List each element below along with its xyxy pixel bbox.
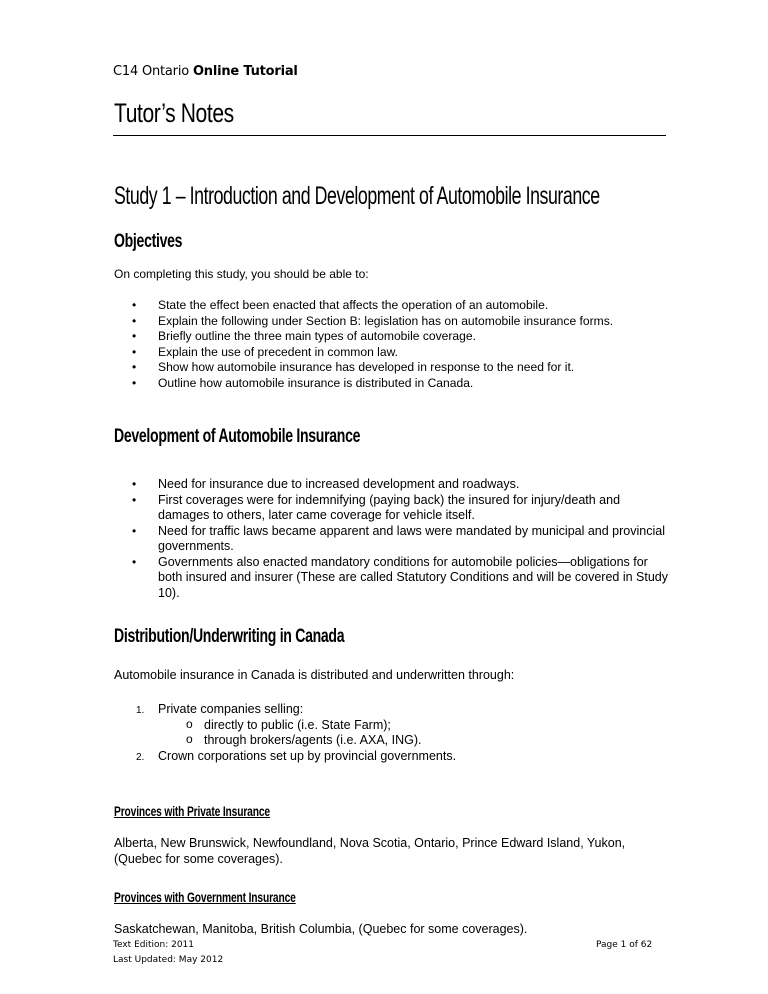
- list-item: • Governments also enacted mandatory conditions for automobile policies—obligations for both insured and insurer (These are called Statutory Conditions and will be covered in Study 10).: [132, 554, 669, 600]
- bullet-icon: •: [132, 523, 137, 538]
- objectives-list: [114, 298, 674, 391]
- government-insurance-text: Saskatchewan, Manitoba, British Columbia, (Quebec for some coverages).: [114, 922, 528, 936]
- study-title: Study 1 – Introduction and Development of Automobile Insurance: [114, 182, 600, 210]
- private-insurance-heading: Provinces with Private Insurance: [114, 804, 270, 819]
- sub-list-item: o through brokers/agents (i.e. AXA, ING).: [186, 732, 422, 747]
- objectives-intro: On completing this study, you should be able to:: [114, 267, 369, 281]
- bullet-icon: •: [132, 477, 137, 491]
- distribution-list: [114, 702, 674, 764]
- list-item: • Explain the following under Section B: legislation has on automobile insurance forms.: [132, 313, 614, 328]
- sub-list-item: o directly to public (i.e. State Farm);: [186, 716, 391, 732]
- objectives-heading: Objectives: [114, 231, 183, 252]
- footer-updated: Last Updated: May 2012: [113, 955, 224, 965]
- bullet-icon: •: [132, 298, 137, 312]
- distribution-heading: Distribution/Underwriting in Canada: [114, 626, 345, 647]
- development-list: [114, 477, 674, 601]
- bullet-icon: •: [132, 360, 137, 374]
- course-prefix: C14 Ontario: [113, 64, 189, 79]
- list-item: • State the effect been enacted that affects the operation of an automobile.: [132, 298, 549, 312]
- page-title: Tutor’s Notes: [114, 98, 234, 128]
- list-item: • Need for traffic laws became apparent and laws were mandated by municipal and provincial governments.: [132, 523, 665, 553]
- list-item: • Outline how automobile insurance is distributed in Canada.: [132, 375, 474, 390]
- footer-edition: Text Edition: 2011: [113, 940, 194, 950]
- title-divider: [113, 135, 666, 136]
- course-suffix: Online Tutorial: [192, 64, 298, 79]
- list-item: • Need for insurance due to increased development and roadways.: [132, 477, 520, 491]
- list-item: • Show how automobile insurance has developed in response to the need for it.: [132, 360, 575, 374]
- list-item: • Explain the use of precedent in common law.: [132, 344, 398, 359]
- bullet-icon: •: [132, 344, 137, 359]
- circle-bullet-icon: o: [186, 732, 193, 746]
- sub-list: [158, 718, 674, 749]
- list-number: 2.: [136, 751, 145, 763]
- bullet-icon: •: [132, 329, 137, 343]
- list-item: • First coverages were for indemnifying (paying back) the insured for injury/death and damages to others, later came coverage for vehicle itself.: [132, 492, 621, 522]
- course-line: [113, 64, 298, 79]
- government-insurance-heading: Provinces with Government Insurance: [114, 890, 296, 905]
- circle-bullet-icon: o: [186, 716, 193, 731]
- bullet-icon: •: [132, 375, 137, 390]
- bullet-icon: •: [132, 313, 137, 328]
- list-item: 2. Crown corporations set up by provincial governments.: [114, 749, 674, 765]
- list-item: • Briefly outline the three main types of automobile coverage.: [132, 329, 476, 343]
- list-number: 1.: [136, 705, 145, 716]
- bullet-icon: •: [132, 554, 137, 569]
- distribution-intro: Automobile insurance in Canada is distributed and underwritten through:: [114, 668, 515, 682]
- development-heading: Development of Automobile Insurance: [114, 426, 361, 447]
- private-insurance-text: Alberta, New Brunswick, Newfoundland, Nova Scotia, Ontario, Prince Edward Island, Yukon, (Quebec for some coverages).: [114, 836, 626, 866]
- list-item: 1. Private companies selling: o directly to public (i.e. State Farm); o through brokers/agents (i.e. AXA, ING).: [114, 702, 674, 749]
- bullet-icon: •: [132, 492, 137, 507]
- footer-page-number: Page 1 of 62: [596, 940, 653, 950]
